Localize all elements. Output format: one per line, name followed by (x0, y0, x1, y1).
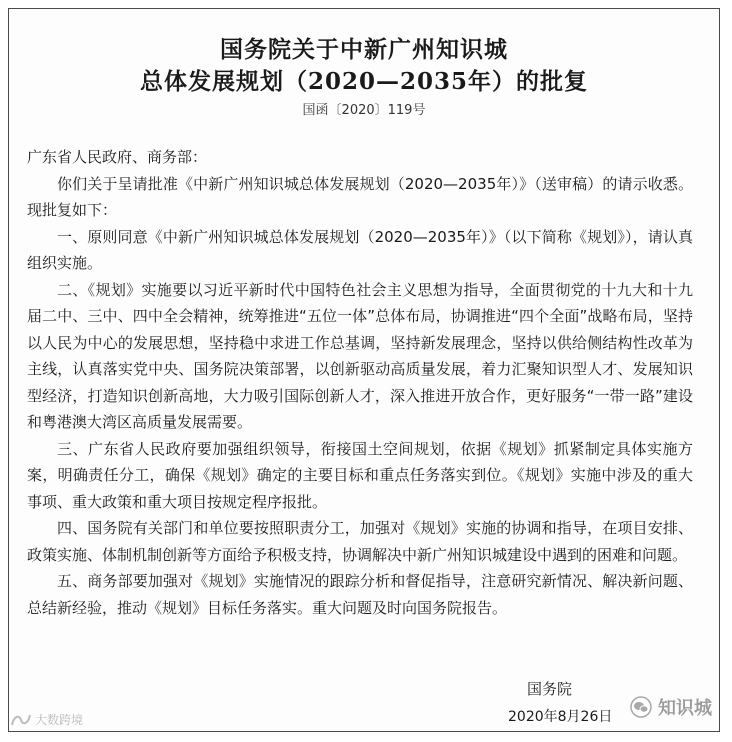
paragraph-intro: 你们关于呈请批准《中新广州知识城总体发展规划（2020—2035年）》（送审稿）的请示收悉。现批复如下： (27, 174, 693, 219)
paragraph-point-4: 四、国务院有关部门和单位要按照职责分工，加强对《规划》实施的协调和指导，在项目安排、政策实施、体制机制创新等方面给予积极支持，协调解决中新广州知识城建设中遇到的困难和问题。 (27, 519, 693, 564)
wechat-icon (630, 696, 652, 718)
paragraph-point-1: 一、原则同意《中新广州知识城总体发展规划（2020—2035年）》（以下简称《规划》），请认真组织实施。 (27, 227, 693, 272)
document-body (27, 144, 693, 621)
watermark-left (10, 711, 83, 728)
watermark-left-text: 大数跨境 (35, 713, 84, 727)
watermark-logo-icon (10, 713, 32, 727)
paragraph-point-3: 三、广东省人民政府要加强组织领导，衔接国土空间规划，依据《规划》抓紧制定具体实施方案，明确责任分工，确保《规划》确定的主要目标和重点任务落实到位。《规划》实施中涉及的重大事项、重大政策和重大项目按规定程序报批。 (27, 439, 693, 511)
watermark-right (630, 694, 712, 720)
salutation: 广东省人民政府、商务部： (27, 148, 208, 166)
signatory: 国务院 (527, 680, 573, 698)
paragraph-point-5: 五、商务部要加强对《规划》实施情况的跟踪分析和督促指导，注意研究新情况、解决新问题、总结新经验，推动《规划》目标任务落实。重大问题及时向国务院报告。 (27, 572, 693, 617)
paragraph-point-2: 二、《规划》实施要以习近平新时代中国特色社会主义思想为指导，全面贯彻党的十九大和十九届二中、三中、四中全会精神，统筹推进“五位一体”总体布局，协调推进“四个全面”战略布局，坚持以人民为中心的发展思想，坚持稳中求进工作总基调，坚持新发展理念，坚持以供给侧结构性改革为主线，认真落实党中央、国务院决策部署，以创新驱动高质量发展，着力汇聚知识型人才、发展知识型经济，打造知识创新高地，大力吸引国际创新人才，深入推进开放合作，更好服务“一带一路”建设和粤港澳大湾区高质量发展需要。 (27, 280, 693, 431)
issue-date: 2020年8月26日 (508, 709, 613, 725)
document-title-line-2: 总体发展规划（2020—2035年）的批复 (139, 68, 589, 95)
watermark-right-text: 知识城 (658, 698, 712, 719)
document-title-line-1: 国务院关于中新广州知识城 (220, 36, 508, 63)
document-number: 国函〔2020〕119号 (302, 103, 426, 118)
